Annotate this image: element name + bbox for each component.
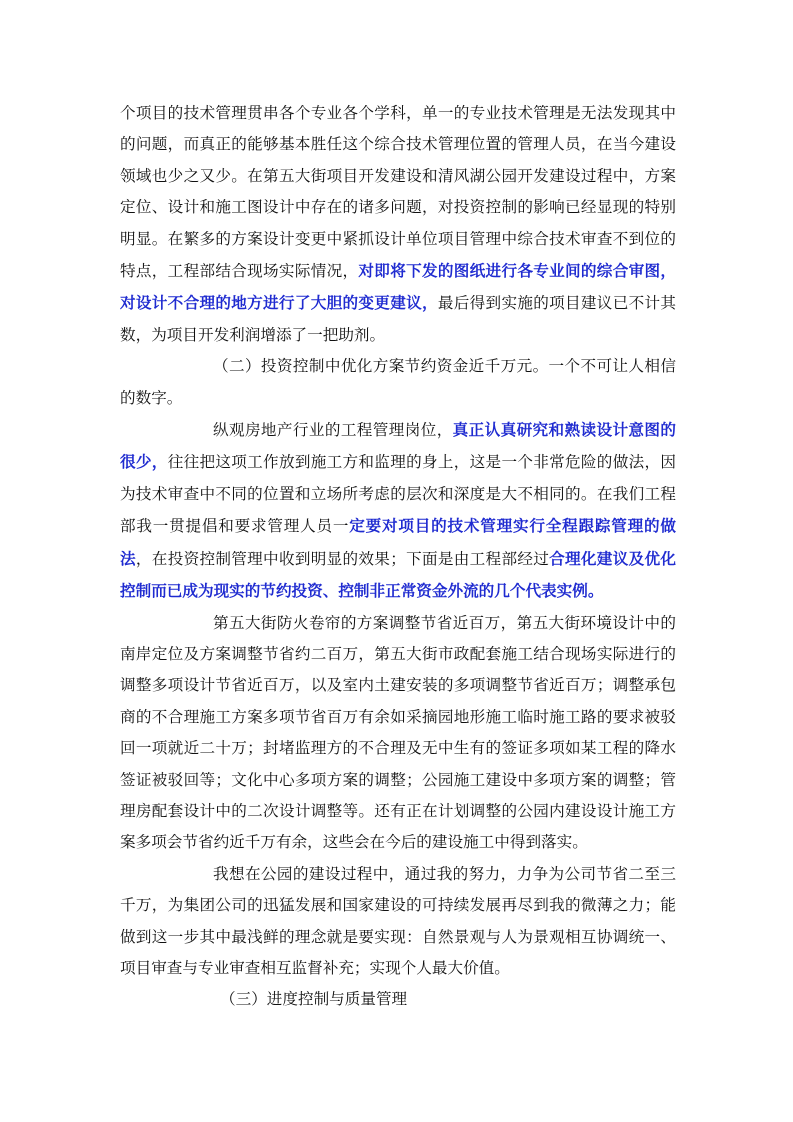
paragraph-savings-examples [120, 608, 676, 859]
highlighted-text: 定要对项目的技术管理实行全程跟踪管理的做法 [120, 516, 676, 568]
text-segment: 最后得到实施的项目建议已不计其数，为项目开发利润增添了一把助剂。 [120, 294, 676, 344]
highlighted-text: 合理化建议及优化控制而已成为现实的节约投资、控制非正常资金外流的几个代表实例。 [120, 548, 676, 601]
text-segment: 纵观房地产行业的工程管理岗位， [213, 421, 453, 440]
text-segment: 往往把这项工作放到施工方和监理的身上，这是一个非常危险的做法，因为技术审查中不同的位置和立场所考虑的层次和深度是大不相同的。在我们工程部我一贯提倡和要求管理人员一 [120, 453, 676, 536]
paragraph-tech-management [120, 98, 676, 351]
text-segment: 个项目的技术管理贯串各个专业各个学科，单一的专业技术管理是无法发现其中的问题，而真正的能够基本胜任这个综合技术管理位置的管理人员，在当今建设领域也少之又少。在第五大街项目开发建设和清风湖公园开发建设过程中，方案定位、设计和施工图设计中存在的诸多问题，对投资控制的影响已经显现的特别明显。在繁多的方案设计变更中紧抓设计单位项目管理中综合技术审查不到位的特点，工程部结合现场实际情况， [120, 104, 676, 281]
text-segment: （二）投资控制中优化方案节约资金近千万元。一个不可让人相信的数字。 [120, 357, 676, 407]
highlighted-text: 真正认真研究和熟读设计意图的很少， [120, 420, 676, 472]
paragraph-personal-goal [120, 859, 676, 985]
document-body [120, 98, 676, 1016]
highlighted-text: 对即将下发的图纸进行各专业间的综合审图，对设计不合理的地方进行了大胆的变更建议， [120, 261, 676, 313]
section-heading-progress-quality [120, 984, 676, 1015]
text-segment: 第五大街防火卷帘的方案调整节省近百万，第五大街环境设计中的南岸定位及方案调整节省约二百万，第五大街市政配套施工结合现场实际进行的调整多项设计节省近百万，以及室内土建安装的多项调整节省近百万；调整承包商的不合理施工方案多项节省百万有余如采摘园地形施工临时施工路的要求被驳回一项就近二十万；封堵监理方的不合理及无中生有的签证多项如某工程的降水签证被驳回等；文化中心多项方案的调整；公园施工建设中多项方案的调整；管理房配套设计中的二次设计调整等。还有正在计划调整的公园内建设设计施工方案多项会节省约近千万有余，这些会在今后的建设施工中得到落实。 [120, 613, 676, 852]
text-segment: 我想在公园的建设过程中，通过我的努力，力争为公司节省二至三千万，为集团公司的迅猛发展和国家建设的可持续发展再尽到我的微薄之力；能做到这一步其中最浅鲜的理念就是要实现：自然景观与人为景观相互协调统一、项目审查与专业审查相互监督补充；实现个人最大价值。 [120, 864, 676, 977]
text-segment: ，在投资控制管理中收到明显的效果；下面是由工程部经过 [135, 549, 550, 568]
paragraph-real-estate-review [120, 414, 676, 607]
section-heading-investment-control [120, 351, 676, 414]
text-segment: （三）进度控制与质量管理 [220, 990, 408, 1009]
